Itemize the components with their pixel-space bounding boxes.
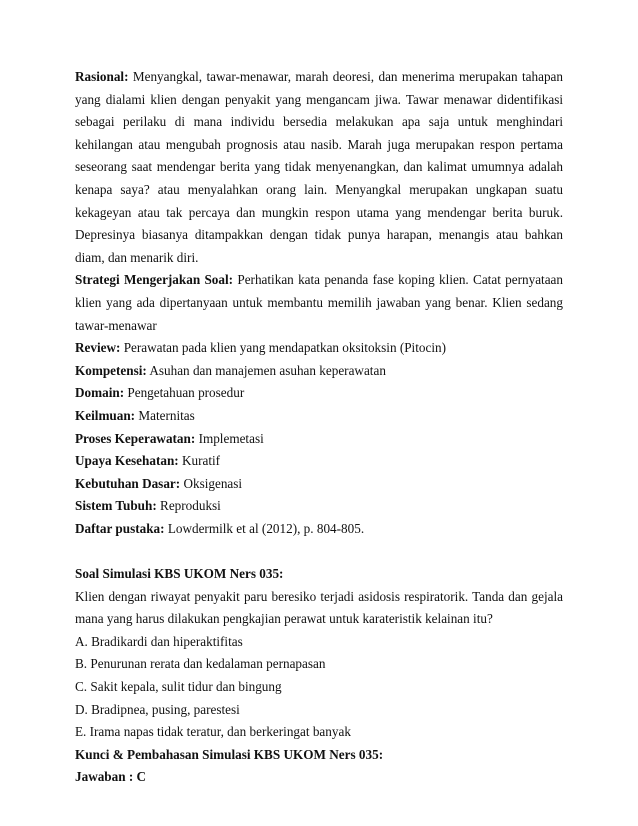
meta-sistem-tubuh bbox=[75, 495, 563, 518]
meta-daftar-pustaka bbox=[75, 518, 563, 541]
meta-kompetensi bbox=[75, 360, 563, 383]
meta-value: Implemetasi bbox=[195, 430, 264, 446]
meta-value: Lowdermilk et al (2012), p. 804-805. bbox=[164, 520, 365, 536]
soal-title: Soal Simulasi KBS UKOM Ners 035: bbox=[75, 566, 284, 582]
soal-option-c: C. Sakit kepala, sulit tidur dan bingung bbox=[75, 679, 282, 695]
meta-label: Kebutuhan Dasar: bbox=[75, 475, 181, 491]
soal-option-b: B. Penurunan rerata dan kedalaman pernapasan bbox=[75, 656, 326, 672]
document-content bbox=[75, 66, 563, 789]
meta-label: Review: bbox=[75, 340, 121, 356]
meta-label: Upaya Kesehatan: bbox=[75, 453, 179, 469]
meta-label: Daftar pustaka: bbox=[75, 520, 165, 536]
meta-label: Sistem Tubuh: bbox=[75, 498, 157, 514]
meta-value: Maternitas bbox=[135, 407, 195, 423]
kunci-answer: Jawaban : C bbox=[75, 769, 147, 785]
meta-proses-keperawatan bbox=[75, 428, 563, 451]
meta-value: Kuratif bbox=[178, 453, 221, 469]
meta-label: Keilmuan: bbox=[75, 407, 136, 423]
meta-domain bbox=[75, 382, 563, 405]
meta-value: Perawatan pada klien yang mendapatkan oksitoksin (Pitocin) bbox=[120, 340, 446, 356]
meta-label: Proses Keperawatan: bbox=[75, 430, 196, 446]
meta-kebutuhan-dasar bbox=[75, 473, 563, 496]
rasional-label: Rasional: bbox=[75, 69, 129, 84]
soal-question: Klien dengan riwayat penyakit paru beresiko terjadi asidosis respiratorik. Tanda dan gejala mana yang harus dilakukan pengkajian perawat untuk karateristik kelainan itu? bbox=[75, 588, 563, 627]
strategi-paragraph bbox=[75, 269, 563, 337]
meta-label: Domain: bbox=[75, 385, 125, 401]
meta-value: Asuhan dan manajemen asuhan keperawatan bbox=[146, 362, 386, 378]
rasional-text: Menyangkal, tawar-menawar, marah deoresi, dan menerima merupakan tahapan yang dialami klien dengan penyakit yang mengancam jiwa. Tawar menawar didentifikasi sebagai perilaku di mana individu bersedia melakukan apa saja untuk menghindari kehilangan atau mengubah prognosis atau nasib. Marah juga merupakan respon pertama seseorang saat mendengar berita yang tidak menyenangkan, dan kalimat umumnya adalah kenapa saya? atau menyalahkan orang lain. Menyangkal merupakan ungkapan suatu kekageyan atau tak percaya dan mungkin respon utama yang mendengar berita buruk. Depresinya biasanya ditampakkan dengan tidak punya harapan, menangis atau bahkan diam, dan menarik diri. bbox=[75, 69, 563, 265]
meta-value: Reproduksi bbox=[156, 498, 221, 514]
meta-label: Kompetensi: bbox=[75, 362, 147, 378]
section-spacer bbox=[75, 540, 563, 563]
meta-upaya-kesehatan bbox=[75, 450, 563, 473]
soal-option-a: A. Bradikardi dan hiperaktifitas bbox=[75, 633, 243, 649]
soal-option-d: D. Bradipnea, pusing, parestesi bbox=[75, 701, 240, 717]
meta-review bbox=[75, 337, 563, 360]
soal-option-e: E. Irama napas tidak teratur, dan berkeringat banyak bbox=[75, 724, 351, 740]
rasional-paragraph bbox=[75, 66, 563, 269]
strategi-text: Perhatikan kata penanda fase koping klien. Catat pernyataan klien yang ada dipertanyaan untuk membantu memilih jawaban yang benar. Klien sedang tawar-menawar bbox=[75, 272, 564, 333]
meta-value: Pengetahuan prosedur bbox=[124, 385, 245, 401]
meta-value: Oksigenasi bbox=[180, 475, 243, 491]
strategi-label: Strategi Mengerjakan Soal: bbox=[75, 272, 234, 288]
meta-keilmuan bbox=[75, 405, 563, 428]
kunci-title: Kunci & Pembahasan Simulasi KBS UKOM Ners 035: bbox=[75, 746, 384, 762]
